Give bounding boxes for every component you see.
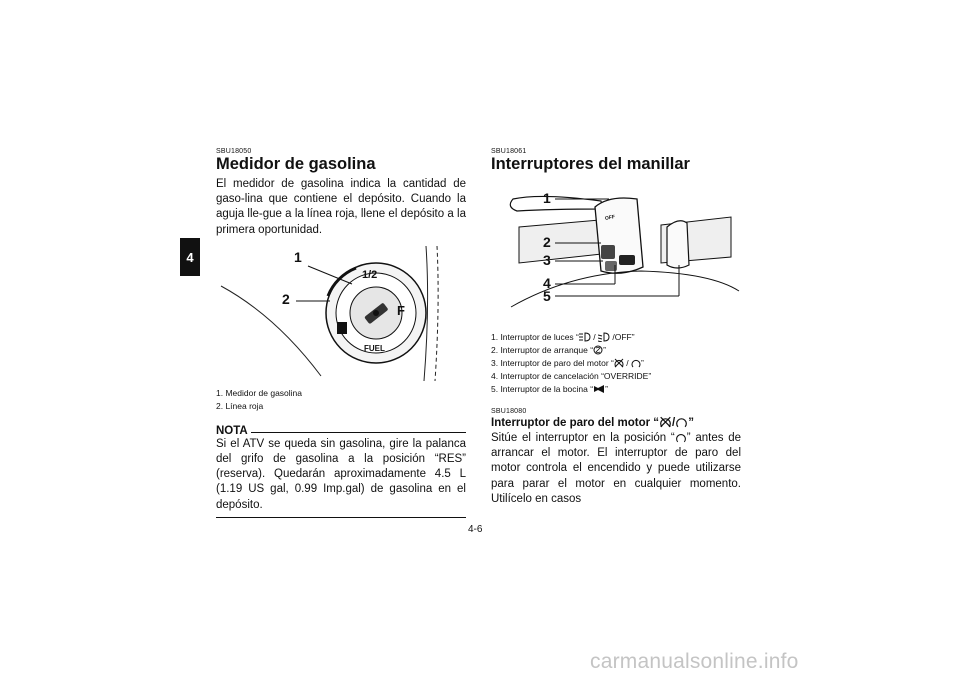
caption-item: 5. Interruptor de la bocina “ ” bbox=[491, 384, 608, 394]
engine-run-icon bbox=[675, 432, 687, 443]
callout-5: 5 bbox=[543, 288, 551, 304]
note-end-divider bbox=[216, 517, 466, 518]
horn-icon bbox=[593, 384, 605, 394]
section-title: Interruptores del manillar bbox=[491, 155, 690, 173]
callout-1: 1 bbox=[543, 190, 551, 206]
page-number: 4-6 bbox=[468, 524, 483, 535]
caption-item: 4. Interruptor de cancelación “OVERRIDE” bbox=[491, 371, 652, 381]
note-divider bbox=[251, 432, 466, 433]
caption-item: 1. Interruptor de luces “ / /OFF” bbox=[491, 332, 635, 342]
handlebar-switch-illustration bbox=[491, 187, 741, 327]
section-title: Medidor de gasolina bbox=[216, 155, 376, 173]
subsection-title: Interruptor de paro del motor “ / ” bbox=[491, 417, 694, 429]
engine-stop-off-icon bbox=[659, 416, 672, 428]
engine-run-icon bbox=[631, 358, 641, 368]
caption-item: 2. Línea roja bbox=[216, 400, 264, 411]
handlebar-switch-figure bbox=[491, 187, 741, 327]
subsection-body: Sitúe el interruptor en la posición “ ” antes de arrancar el motor. El interruptor de paro del motor controla el encendido y puede utilizarse para parar el motor en cualquier momento. Utilícelo en casos bbox=[491, 432, 741, 505]
fuel-gauge-section bbox=[216, 148, 466, 518]
gauge-full-mark: F bbox=[397, 302, 405, 318]
callout-1: 1 bbox=[294, 248, 302, 265]
switch-off-label: OFF bbox=[604, 214, 616, 222]
callout-2: 2 bbox=[282, 290, 290, 307]
figure-captions bbox=[491, 331, 741, 396]
handlebar-switches-section bbox=[491, 148, 741, 507]
figure-captions bbox=[216, 387, 466, 413]
note-text: Si el ATV se queda sin gasolina, gire la palanca del grifo de gasolina a la posición “RES” (reserva). Quedarán aproximadamente 4.5 L (1.19 US gal, 0.99 Imp.gal) de gasolina en el depósito. bbox=[216, 437, 466, 511]
engine-stop-off-icon bbox=[614, 358, 624, 368]
section-body: El medidor de gasolina indica la cantidad de gaso-lina que contiene el depósito. Cuando la aguja lle-gue a la línea roja, llene el depósito a la primera oportunidad. bbox=[216, 178, 466, 236]
caption-item: 1. Medidor de gasolina bbox=[216, 387, 303, 398]
caption-item: 2. Interruptor de arranque “ ” bbox=[491, 345, 606, 355]
headlight-low-icon bbox=[598, 332, 610, 342]
callout-3: 3 bbox=[543, 252, 551, 268]
start-switch-icon bbox=[593, 345, 603, 355]
note-header bbox=[216, 425, 466, 437]
watermark: carmanualsonline.info bbox=[590, 650, 799, 673]
gauge-half-mark: 1/2 bbox=[362, 268, 378, 281]
fuel-gauge-figure bbox=[216, 246, 466, 381]
headlight-high-icon bbox=[579, 332, 591, 342]
chapter-tab: 4 bbox=[180, 238, 200, 276]
fuel-gauge-illustration bbox=[216, 246, 466, 381]
caption-item: 3. Interruptor de paro del motor “ / ” bbox=[491, 358, 644, 368]
subsection-code: SBU18080 bbox=[491, 408, 527, 415]
section-code: SBU18061 bbox=[491, 148, 527, 155]
callout-2: 2 bbox=[543, 234, 551, 250]
note-label: NOTA bbox=[216, 424, 248, 437]
gauge-fuel-label: FUEL bbox=[364, 343, 385, 353]
section-code: SBU18050 bbox=[216, 148, 252, 155]
callout-4: 4 bbox=[543, 275, 551, 291]
engine-run-icon bbox=[675, 416, 688, 428]
